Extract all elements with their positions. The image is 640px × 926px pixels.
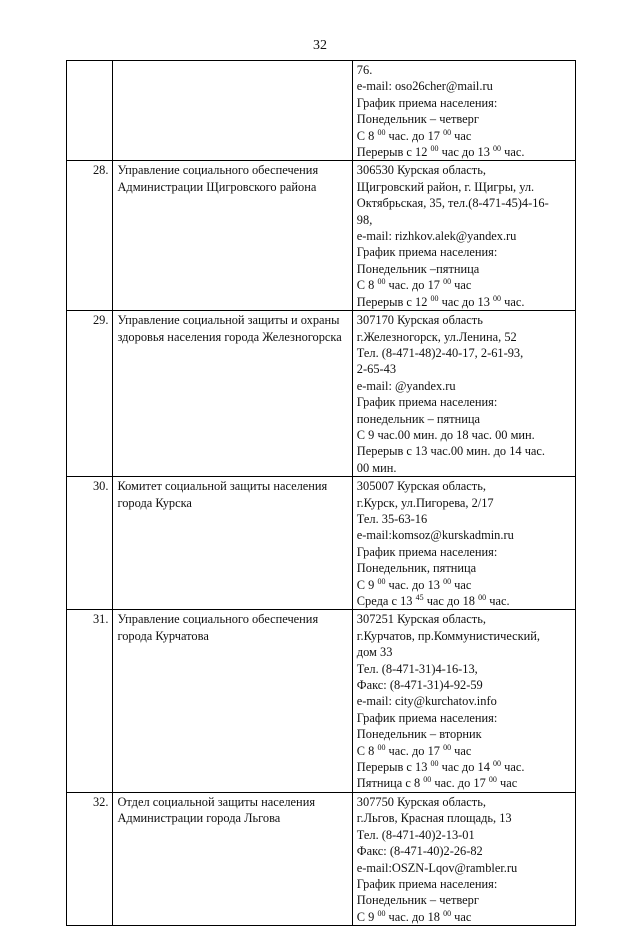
organization-name: Управление социальной защиты и охраны здоровья населения города Железногорска bbox=[113, 311, 352, 477]
organization-name: Отдел социальной защиты населения Администрации города Льгова bbox=[113, 792, 352, 925]
row-number: 30. bbox=[67, 477, 113, 610]
contact-line: понедельник – пятница bbox=[356, 411, 481, 426]
superscript-minutes: 00 bbox=[377, 127, 386, 137]
contact-line: График приема населения: bbox=[356, 95, 498, 110]
organization-name bbox=[113, 61, 352, 161]
contact-line: 306530 Курская область, bbox=[356, 163, 486, 178]
contact-line: г.Курск, ул.Пигорева, 2/17 bbox=[356, 495, 494, 510]
contact-line: С 8 $^{00}$ час. до 17 $^{00}$ час bbox=[356, 742, 472, 758]
contact-line: 305007 Курская область, bbox=[356, 479, 486, 494]
contact-info bbox=[352, 610, 575, 792]
contact-line: e-mail: city@kurchatov.info bbox=[356, 694, 497, 709]
contact-line: 2-65-43 bbox=[356, 362, 397, 377]
superscript-minutes: 00 bbox=[493, 759, 502, 769]
superscript-minutes: 00 bbox=[443, 742, 452, 752]
contact-line: Пятница с 8 $^{00}$ час. до 17 $^{00}$ час bbox=[356, 775, 518, 791]
superscript-minutes: 00 bbox=[493, 144, 502, 154]
contact-line: г.Железногорск, ул.Ленина, 52 bbox=[356, 329, 517, 344]
contact-line: дом 33 bbox=[356, 645, 393, 660]
contact-line: e-mail: oso26cher@mail.ru bbox=[356, 79, 493, 94]
table-row bbox=[67, 161, 576, 311]
superscript-minutes: 00 bbox=[377, 576, 386, 586]
contact-line: Щигровский район, г. Щигры, ул. bbox=[356, 179, 535, 194]
superscript-minutes: 00 bbox=[377, 908, 386, 918]
contact-line: Факс: (8-471-40)2-26-82 bbox=[356, 844, 483, 859]
contact-line: С 9 $^{00}$ час. до 18 $^{00}$ час bbox=[356, 908, 472, 924]
contact-line: Понедельник – четверг bbox=[356, 112, 479, 127]
contact-line: 98, bbox=[356, 212, 373, 227]
contact-line: Среда с 13 $^{45}$ час до 18 $^{00}$ час. bbox=[356, 593, 510, 608]
row-number bbox=[67, 61, 113, 161]
organization-name: Управление социального обеспечения города Курчатова bbox=[113, 610, 352, 792]
superscript-minutes: 00 bbox=[430, 144, 439, 154]
contact-line: e-mail: rizhkov.alek@yandex.ru bbox=[356, 229, 517, 244]
contact-line: Октябрьская, 35, тел.(8-471-45)4-16- bbox=[356, 196, 549, 211]
contact-line: Перерыв с 12 $^{00}$ час до 13 $^{00}$ час. bbox=[356, 144, 525, 160]
contact-line: С 8 $^{00}$ час. до 17 $^{00}$ час bbox=[356, 277, 472, 293]
institutions-table-body bbox=[67, 61, 576, 926]
contact-line: Понедельник, пятница bbox=[356, 561, 477, 576]
contact-line: С 9 час.00 мин. до 18 час. 00 мин. bbox=[356, 427, 535, 442]
row-number: 28. bbox=[67, 161, 113, 311]
contact-line: График приема населения: bbox=[356, 876, 498, 891]
contact-line: 00 мин. bbox=[356, 460, 397, 475]
superscript-minutes: 00 bbox=[443, 277, 452, 287]
contact-line: 307170 Курская область bbox=[356, 313, 483, 328]
contact-line: График приема населения: bbox=[356, 710, 498, 725]
contact-line: e-mail: @yandex.ru bbox=[356, 378, 456, 393]
organization-name: Комитет социальной защиты населения города Курска bbox=[113, 477, 352, 610]
contact-line: С 8 $^{00}$ час. до 17 $^{00}$ час bbox=[356, 127, 472, 143]
contact-line: Понедельник – четверг bbox=[356, 893, 479, 908]
contact-line: г.Льгов, Красная площадь, 13 bbox=[356, 811, 512, 826]
contact-line: Перерыв с 13 час.00 мин. до 14 час. bbox=[356, 444, 546, 459]
row-number: 32. bbox=[67, 792, 113, 925]
contact-line: г.Курчатов, пр.Коммунистический, bbox=[356, 628, 541, 643]
contact-info bbox=[352, 477, 575, 610]
contact-line: 307750 Курская область, bbox=[356, 794, 486, 809]
contact-line: График приема населения: bbox=[356, 395, 498, 410]
superscript-minutes: 00 bbox=[377, 277, 386, 287]
contact-line: 76. bbox=[356, 63, 373, 77]
contact-info bbox=[352, 161, 575, 311]
table-row bbox=[67, 311, 576, 477]
superscript-minutes: 00 bbox=[443, 127, 452, 137]
page-number: 32 bbox=[313, 38, 327, 53]
superscript-minutes: 00 bbox=[443, 576, 452, 586]
table-row bbox=[67, 477, 576, 610]
row-number: 31. bbox=[67, 610, 113, 792]
table-row bbox=[67, 792, 576, 925]
contact-line: Перерыв с 13 $^{00}$ час до 14 $^{00}$ час. bbox=[356, 759, 525, 775]
superscript-minutes: 00 bbox=[423, 775, 432, 785]
contact-line: e-mail:OSZN-Lqov@rambler.ru bbox=[356, 860, 518, 875]
contact-line: e-mail:komsoz@kurskadmin.ru bbox=[356, 528, 514, 543]
superscript-minutes: 45 bbox=[415, 593, 424, 602]
superscript-minutes: 00 bbox=[488, 775, 497, 785]
contact-line: График приема населения: bbox=[356, 544, 498, 559]
superscript-minutes: 00 bbox=[430, 759, 439, 769]
table-row bbox=[67, 610, 576, 792]
table-row bbox=[67, 61, 576, 161]
contact-info bbox=[352, 61, 575, 161]
organization-name: Управление социального обеспечения Администрации Щигровского района bbox=[113, 161, 352, 311]
contact-line: Перерыв с 12 $^{00}$ час до 13 $^{00}$ час. bbox=[356, 293, 525, 309]
contact-info bbox=[352, 311, 575, 477]
institutions-table bbox=[66, 60, 576, 926]
contact-line: Тел. (8-471-31)4-16-13, bbox=[356, 661, 478, 676]
contact-line: Понедельник –пятница bbox=[356, 261, 480, 276]
contact-line: Тел. 35-63-16 bbox=[356, 511, 428, 526]
contact-info bbox=[352, 792, 575, 925]
superscript-minutes: 00 bbox=[430, 293, 439, 303]
superscript-minutes: 00 bbox=[377, 742, 386, 752]
contact-line: Тел. (8-471-48)2-40-17, 2-61-93, bbox=[356, 345, 524, 360]
superscript-minutes: 00 bbox=[478, 593, 487, 602]
contact-line: График приема населения: bbox=[356, 245, 498, 260]
contact-line: Факс: (8-471-31)4-92-59 bbox=[356, 678, 483, 693]
contact-line: Тел. (8-471-40)2-13-01 bbox=[356, 827, 475, 842]
contact-line: С 9 $^{00}$ час. до 13 $^{00}$ час bbox=[356, 576, 472, 592]
contact-line: Понедельник – вторник bbox=[356, 727, 482, 742]
superscript-minutes: 00 bbox=[443, 908, 452, 918]
contact-line: 307251 Курская область, bbox=[356, 612, 486, 627]
superscript-minutes: 00 bbox=[493, 293, 502, 303]
row-number: 29. bbox=[67, 311, 113, 477]
